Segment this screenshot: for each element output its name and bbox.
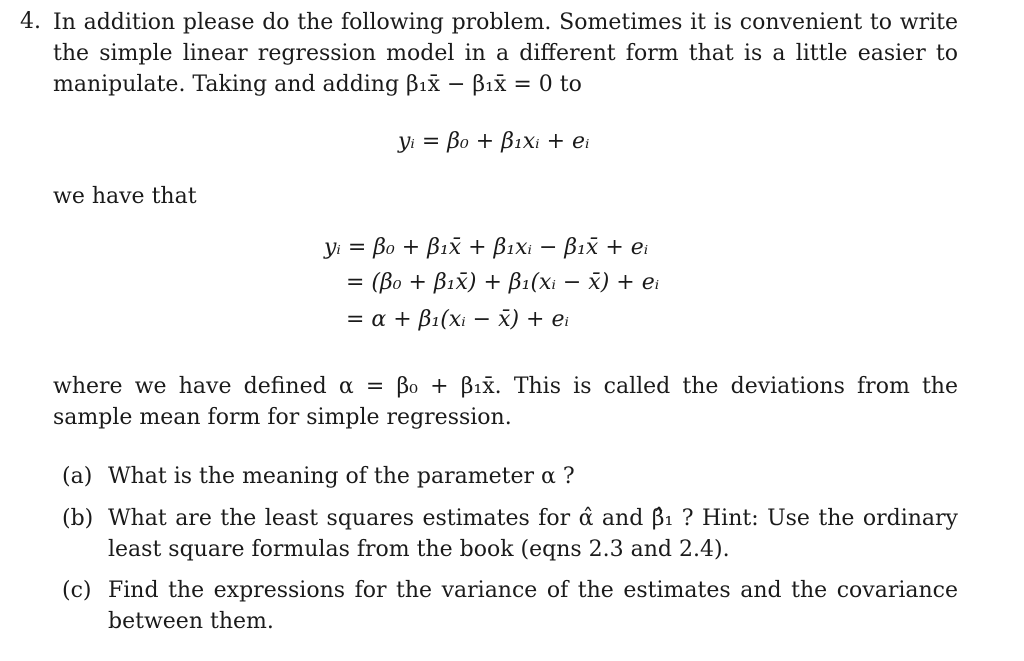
subquestion-label: (c) <box>62 578 92 603</box>
model-equation: yᵢ = β₀ + β₁xᵢ + eᵢ <box>398 129 590 154</box>
subquestion-label: (a) <box>62 464 93 489</box>
problem-intro: In addition please do the following problem. Sometimes it is convenient to write the simple linear regression model in a different form that is a little easier to manipulate. Taking and adding β₁x̄ − β₁x̄ = 0 to <box>53 10 958 97</box>
subquestion-text: Find the expressions for the variance of the estimates and the covariance between them. <box>108 578 958 634</box>
subquestion-label: (b) <box>62 506 94 531</box>
derivation-line: yᵢ = β₀ + β₁x̄ + β₁xᵢ − β₁x̄ + eᵢ <box>324 235 649 260</box>
derivation-line: = α + β₁(xᵢ − x̄) + eᵢ <box>346 307 569 332</box>
subquestion-text: What are the least squares estimates for α̂ and β̂₁ ? Hint: Use the ordinary least square formulas from the book (eqns 2.3 and 2.4). <box>108 506 958 562</box>
transition-text: we have that <box>53 184 197 209</box>
problem-number: 4. <box>20 9 41 34</box>
derivation-line: = (β₀ + β₁x̄) + β₁(xᵢ − x̄) + eᵢ <box>346 270 660 295</box>
subquestion-text: What is the meaning of the parameter α ? <box>108 464 575 489</box>
definition-text: where we have defined α = β₀ + β₁x̄. This is called the deviations from the sample mean form for simple regression. <box>53 374 958 430</box>
